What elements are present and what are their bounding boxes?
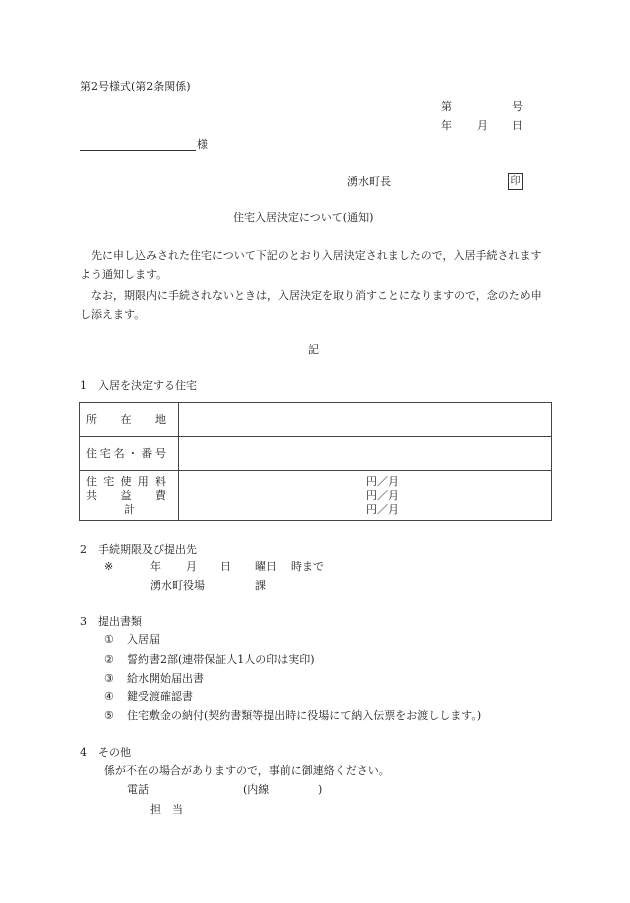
addressee-suffix: 様 [197, 138, 208, 151]
office-name: 湧水町役場 [150, 579, 205, 592]
list-item-num-1: ① [104, 633, 114, 646]
document-title: 住宅入居決定について(通知) [233, 211, 374, 224]
section-4-heading: 4 その他 [80, 746, 131, 759]
section-1-heading: 1 入居を決定する住宅 [80, 379, 197, 392]
extension-close: ) [318, 783, 323, 796]
list-item-2: 誓約書2部(連帯保証人1人の印は実印) [127, 653, 315, 666]
list-item-num-2: ② [104, 653, 114, 666]
fee-values: 円／月 円／月 円／月 [179, 471, 552, 521]
list-item-num-3: ③ [104, 672, 114, 685]
housing-table [79, 402, 552, 521]
header-go: 号 [512, 100, 523, 113]
header-nen: 年 [441, 119, 452, 132]
header-tsuki: 月 [477, 119, 488, 132]
deadline-mark: ※ [104, 560, 114, 573]
sender-title: 湧水町長 [347, 175, 391, 188]
body-paragraph-2: なお，期限内に手続されないときは，入居決定を取り消すことになりますので，念のため申し添えます。 [80, 289, 542, 321]
body-paragraph-1: 先に申し込みされた住宅について下記のとおり入居決定されましたので，入居手続されますよう通知します。 [80, 249, 542, 281]
deadline-youbi: 曜日 [255, 560, 277, 573]
fee-labels: 住 宅 使 用 料 共 益 費 計 [80, 471, 179, 521]
list-item-4: 鍵受渡確認書 [127, 690, 193, 703]
list-item-5: 住宅敷金の納付(契約書類等提出時に役場にて納入伝票をお渡しします。) [127, 709, 482, 722]
section-2-heading: 2 手続期限及び提出先 [80, 543, 197, 556]
table-row [80, 403, 552, 437]
tantou-label: 担 当 [150, 803, 183, 816]
list-item-1: 入居届 [127, 633, 160, 646]
deadline-hi: 日 [220, 560, 231, 573]
list-item-num-4: ④ [104, 690, 114, 703]
seal-box: 印 [508, 173, 523, 190]
deadline-nen: 年 [150, 560, 161, 573]
header-hi: 日 [512, 119, 523, 132]
header-dai: 第 [441, 100, 452, 113]
housing-name-label: 住 宅 名 ・ 番 号 [80, 437, 179, 471]
list-item-num-5: ⑤ [104, 709, 114, 722]
contact-note: 係が不在の場合がありますので，事前に御連絡ください。 [104, 764, 390, 777]
location-value [179, 403, 552, 437]
form-number: 第2号様式(第2条関係) [80, 80, 191, 93]
housing-name-value [179, 437, 552, 471]
tel-label: 電話 [127, 783, 149, 796]
table-row [80, 437, 552, 471]
office-ka: 課 [255, 579, 266, 592]
addressee-line [80, 150, 196, 151]
section-3-heading: 3 提出書類 [80, 615, 142, 628]
deadline-tsuki: 月 [186, 560, 197, 573]
list-item-3: 給水開始届出書 [127, 672, 204, 685]
table-row [80, 471, 552, 521]
location-label: 所 在 地 [80, 403, 179, 437]
extension-open: (内線 [243, 783, 270, 796]
deadline-time: 時まで [291, 560, 324, 573]
ki-heading: 記 [308, 343, 319, 356]
